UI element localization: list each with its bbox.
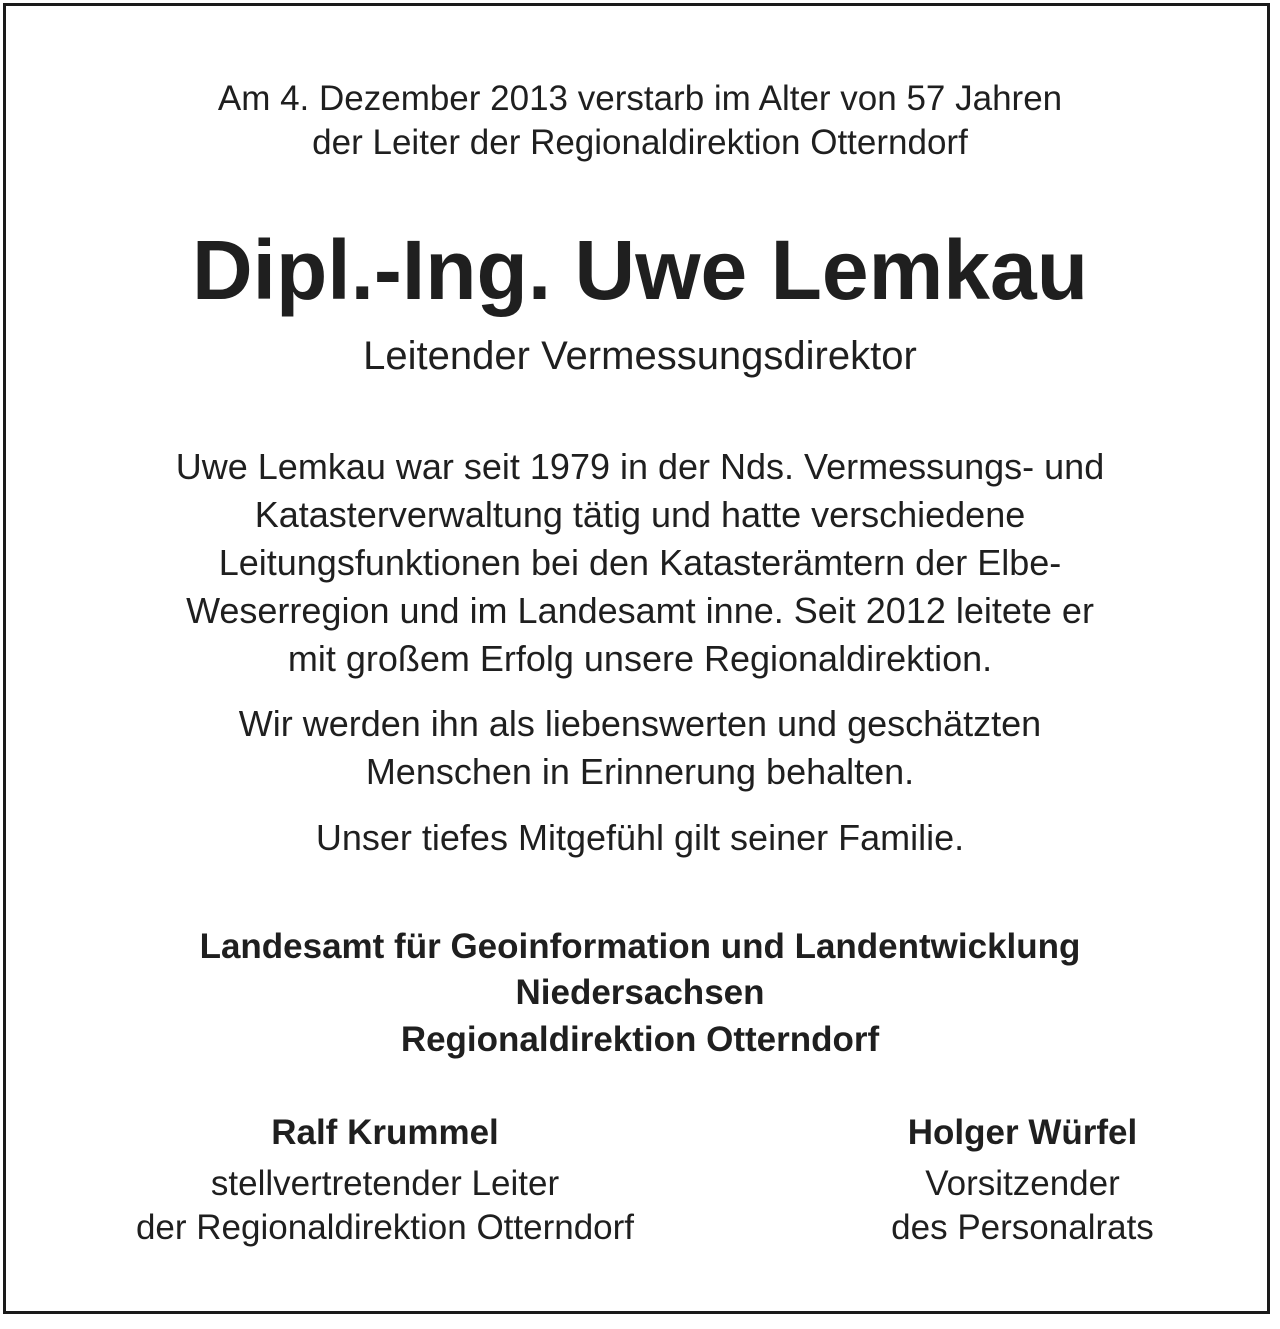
paragraph-3: Unser tiefes Mitgefühl gilt seiner Familie. [315, 817, 965, 858]
paragraph-1-line-3: Leitungsfunktionen bei den Katasterämtern der Elbe- [218, 542, 1062, 583]
signatory-left [70, 1111, 700, 1250]
paragraph-2-line-2: Menschen in Erinnerung behalten. [365, 751, 915, 792]
organization-line-3: Regionaldirektion Otterndorf [400, 1020, 880, 1059]
organization-line-2: Niedersachsen [515, 973, 765, 1012]
paragraph-1-line-1: Uwe Lemkau war seit 1979 in der Nds. Vermessungs- und [175, 446, 1105, 487]
signatory-name: Holger Würfel [907, 1113, 1138, 1152]
deceased-name: Dipl.-Ing. Uwe Lemkau [191, 223, 1089, 317]
paragraph-1-line-2: Katasterverwaltung tätig und hatte verschiedene [254, 494, 1026, 535]
intro-line-1: Am 4. Dezember 2013 verstarb im Alter von 57 Jahren [217, 79, 1063, 118]
signatory-role-line-1: stellvertretender Leiter [210, 1164, 560, 1203]
signatory-role-line-2: des Personalrats [891, 1208, 1154, 1247]
signatory-role-line-2: der Regionaldirektion Otterndorf [135, 1208, 635, 1247]
paragraph-1-line-4: Weserregion und im Landesamt inne. Seit 2012 leitete er [186, 590, 1094, 631]
signatory-name: Ralf Krummel [271, 1113, 499, 1152]
signatory-right [840, 1111, 1205, 1250]
deceased-title: Leitender Vermessungsdirektor [363, 334, 917, 378]
paragraph-2-line-1: Wir werden ihn als liebenswerten und geschätzten [238, 703, 1042, 744]
paragraph-1-line-5: mit großem Erfolg unsere Regionaldirektion. [287, 638, 993, 679]
signatory-role-line-1: Vorsitzender [925, 1164, 1120, 1203]
intro-line-2: der Leiter der Regionaldirektion Otterndorf [312, 123, 968, 162]
organization-line-1: Landesamt für Geoinformation und Landentwicklung [199, 927, 1081, 966]
